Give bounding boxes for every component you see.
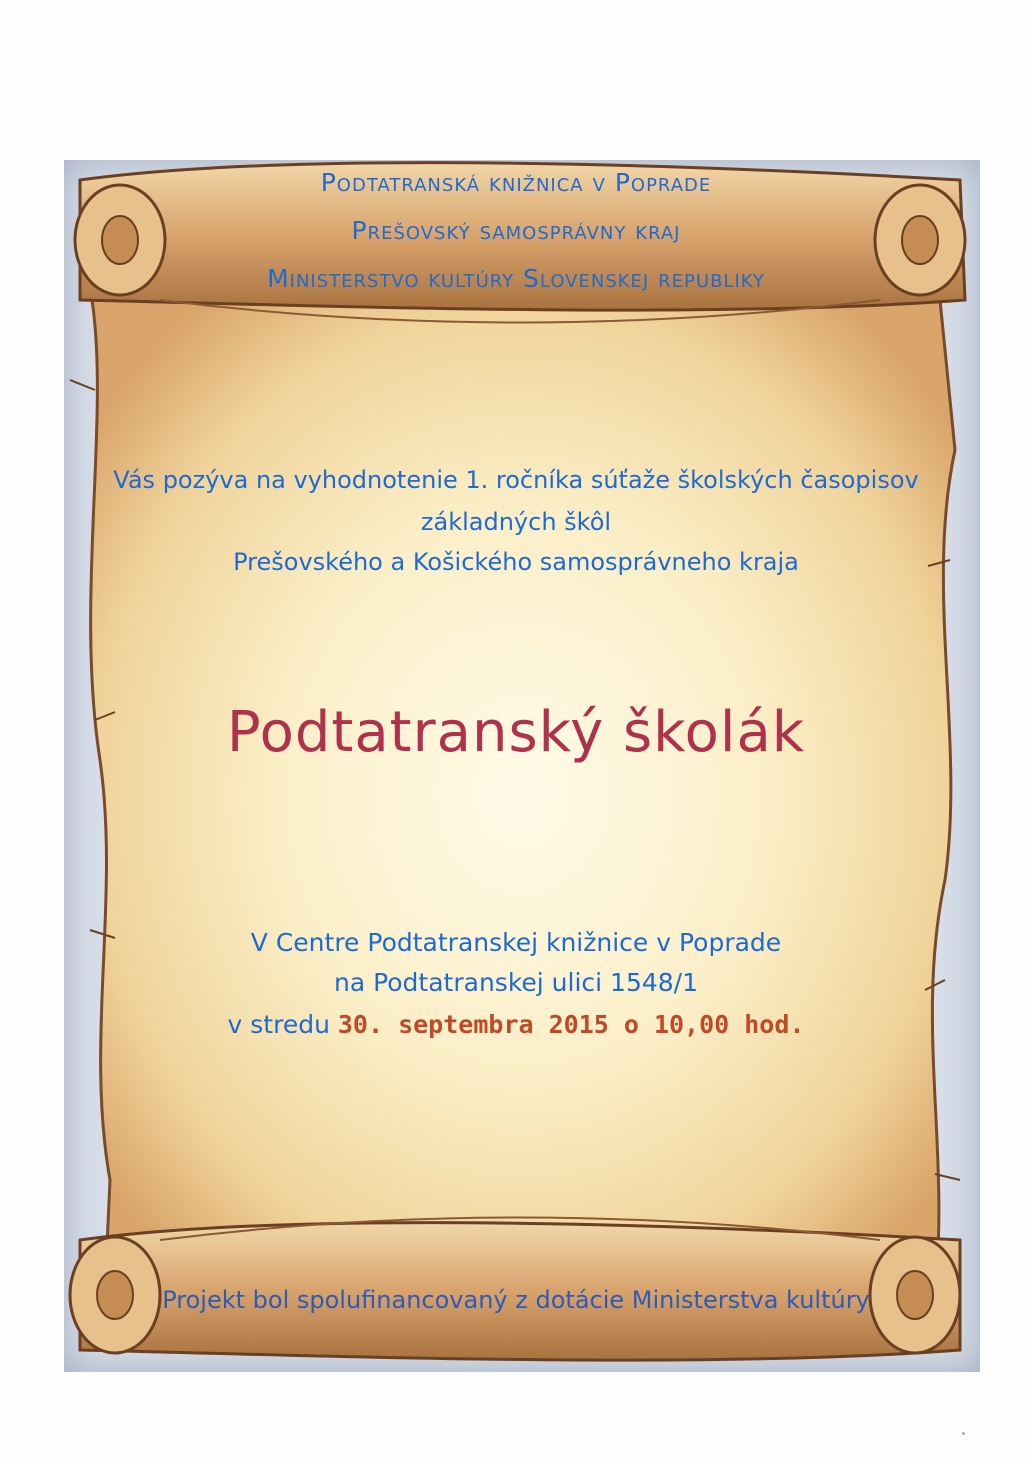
venue-line-3 <box>0 1010 1032 1039</box>
funding-note: Projekt bol spolufinancovaný z dotácie Ministerstva kultúry <box>162 1286 870 1314</box>
venue-line-1: V Centre Podtatranskej knižnice v Poprade <box>250 928 782 957</box>
event-title: Podtatranský školák <box>226 700 806 765</box>
venue-day-prefix: v stredu <box>227 1010 330 1039</box>
invitation-line-1: Vás pozýva na vyhodnotenie 1. ročníka súťaže školských časopisov <box>113 466 919 494</box>
parchment-body <box>91 300 955 1290</box>
invitation-line-3: Prešovského a Košického samosprávneho kraja <box>233 548 799 576</box>
header-library-name: Podtatranská knižnica v Poprade <box>320 168 712 197</box>
venue-line-2: na Podtatranskej ulici 1548/1 <box>333 968 699 997</box>
header-region: Prešovský samosprávny kraj <box>351 216 681 245</box>
scan-speck <box>962 1432 965 1435</box>
invitation-line-2: základných škôl <box>420 508 612 536</box>
header-ministry: Ministerstvo kultúry Slovenskej republiky <box>267 264 765 293</box>
event-datetime: 30. septembra 2015 o 10,00 hod. <box>337 1010 805 1039</box>
